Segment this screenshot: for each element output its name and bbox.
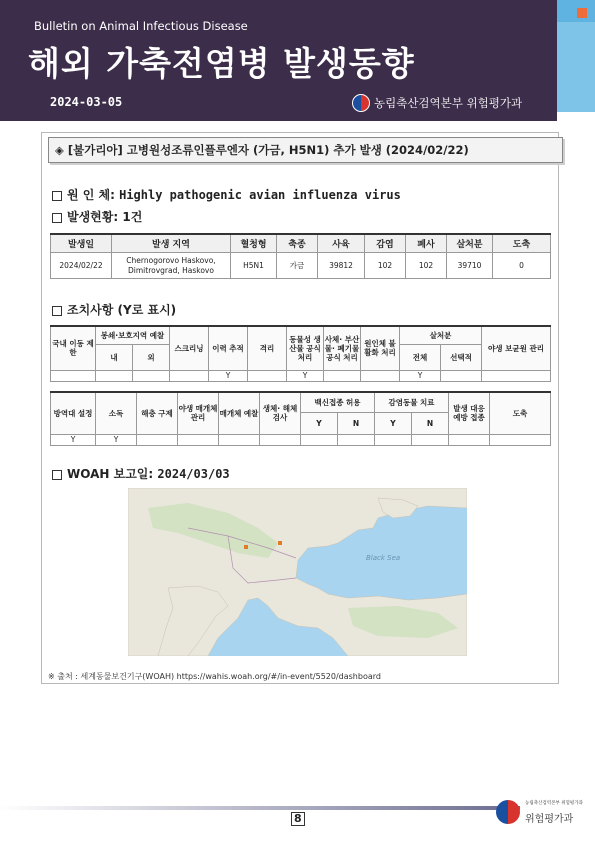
woah-date: 2024/03/03	[157, 467, 230, 481]
h-zoning: 방역대 설정	[51, 392, 96, 434]
v-disinfect: Y	[96, 434, 137, 445]
h-cull-selective: 선택적	[441, 344, 482, 370]
h-disinfect: 소독	[96, 392, 137, 434]
map-sea-label: Black Sea	[366, 554, 401, 562]
col-region: 발생 지역	[112, 234, 231, 253]
footer-org: 농림축산검역본부 위험평가과	[525, 801, 583, 806]
cell-reared: 39812	[318, 253, 365, 279]
h-official-animal: 동물성 생산물 공식 처리	[287, 326, 324, 370]
measures-title: 조치사항 (Y로 표시)	[67, 303, 177, 317]
h-slaughter: 도축	[490, 392, 551, 434]
h-zone: 봉쇄·보호지역 예찰	[96, 326, 170, 344]
taegeuk-logo-icon	[352, 94, 370, 112]
outbreak-map	[128, 488, 467, 656]
v-wild-res	[482, 370, 551, 381]
h-vaccine: 백신접종 허용	[301, 392, 375, 412]
report-title-bar: ◈ [불가리아] 고병원성조류인플루엔자 (가금, H5N1) 추가 발생 (2024/02/22)	[48, 137, 563, 163]
col-serotype: 혈청형	[231, 234, 277, 253]
status-line	[52, 208, 142, 225]
h-prevent: 발생 대응 예방 접종	[449, 392, 490, 434]
woah-line	[52, 465, 230, 482]
header-accent-dot	[577, 8, 587, 18]
v-zone-in	[96, 370, 133, 381]
h-tracing: 이력 추적	[209, 326, 248, 370]
h-wild-res: 야생 보균원 관리	[482, 326, 551, 370]
cell-slaughtered: 0	[493, 253, 551, 279]
v-vaccine-n	[338, 434, 375, 445]
header-accent-stripe	[557, 0, 595, 22]
measures-table-1	[50, 325, 551, 382]
pathogen-value: Highly pathogenic avian influenza virus	[119, 188, 401, 202]
v-prevent	[449, 434, 490, 445]
h-quarantine: 격리	[248, 326, 287, 370]
pathogen-label: 원 인 체:	[67, 188, 120, 202]
h-zone-in: 내	[96, 344, 133, 370]
v-live-test	[260, 434, 301, 445]
col-date: 발생일	[51, 234, 112, 253]
v-domestic	[51, 370, 96, 381]
table-row	[51, 434, 551, 445]
h-zone-out: 외	[133, 344, 170, 370]
page-number: 8	[291, 812, 305, 826]
cell-serotype: H5N1	[231, 253, 277, 279]
v-cull-all: Y	[400, 370, 441, 381]
h-official-carcass: 사체· 부산물· 폐기물 공식 처리	[324, 326, 361, 370]
outbreak-marker	[244, 545, 248, 549]
h-wild-vector: 야생 매개체 관리	[178, 392, 219, 434]
h-screening: 스크리닝	[170, 326, 209, 370]
measures-heading	[52, 301, 176, 318]
outbreak-marker	[278, 541, 282, 545]
h-cull-all: 전체	[400, 344, 441, 370]
v-slaughter	[490, 434, 551, 445]
outbreak-table	[50, 233, 551, 279]
cell-dead: 102	[406, 253, 447, 279]
measures-table-2	[50, 391, 551, 446]
checkbox-square-icon	[52, 306, 62, 316]
col-dead: 폐사	[406, 234, 447, 253]
status-value: 1건	[122, 210, 143, 224]
woah-label: WOAH 보고일:	[67, 467, 158, 481]
v-vector	[137, 434, 178, 445]
page-title: 해외 가축전염병 발생동향	[28, 44, 415, 83]
v-wild-vector	[178, 434, 219, 445]
checkbox-square-icon	[52, 213, 62, 223]
v-vector-pred	[219, 434, 260, 445]
v-official-carcass	[324, 370, 361, 381]
h-treatment-y: Y	[375, 412, 412, 434]
v-official-animal: Y	[287, 370, 324, 381]
v-zoning: Y	[51, 434, 96, 445]
col-culled: 살처분	[447, 234, 493, 253]
col-reared: 사육	[318, 234, 365, 253]
col-species: 축종	[277, 234, 318, 253]
cell-region: Chernogorovo Haskovo, Dimitrovgrad, Haskovo	[112, 253, 231, 279]
h-domestic: 국내 이동 제한	[51, 326, 96, 370]
col-infected: 감염	[365, 234, 406, 253]
v-screening	[170, 370, 209, 381]
map-svg	[128, 488, 467, 656]
v-treatment-y	[375, 434, 412, 445]
table-row	[51, 370, 551, 381]
h-culling: 살처분	[400, 326, 482, 344]
h-vaccine-n: N	[338, 412, 375, 434]
organization-name: 농림축산검역본부 위험평가과	[374, 96, 523, 110]
v-zone-out	[133, 370, 170, 381]
h-vaccine-y: Y	[301, 412, 338, 434]
cell-infected: 102	[365, 253, 406, 279]
footer-dept: 위험평가과	[525, 814, 574, 825]
h-live-test: 생체· 해체 검사	[260, 392, 301, 434]
v-cull-selective	[441, 370, 482, 381]
status-label: 발생현황:	[67, 210, 123, 224]
cell-date: 2024/02/22	[51, 253, 112, 279]
col-slaughtered: 도축	[493, 234, 551, 253]
cell-culled: 39710	[447, 253, 493, 279]
bulletin-label: Bulletin on Animal Infectious Disease	[34, 19, 248, 33]
h-vector: 해충 구제	[137, 392, 178, 434]
organization	[352, 94, 522, 112]
h-inactivation: 원인체 불활화 처리	[361, 326, 400, 370]
v-tracing: Y	[209, 370, 248, 381]
h-vector-pred: 매개체 예찰	[219, 392, 260, 434]
h-treatment: 감염동물 치료	[375, 392, 449, 412]
checkbox-square-icon	[52, 470, 62, 480]
table-row	[51, 253, 551, 279]
source-note: ※ 출처 : 세계동물보건기구(WOAH) https://wahis.woah.org/#/in-event/5520/dashboard	[48, 672, 381, 681]
footer-line	[0, 806, 520, 810]
cell-species: 가금	[277, 253, 318, 279]
report-date: 2024-03-05	[50, 95, 123, 109]
v-treatment-n	[412, 434, 449, 445]
v-inactivation	[361, 370, 400, 381]
footer-logo-icon	[496, 800, 520, 824]
checkbox-square-icon	[52, 191, 62, 201]
pathogen-line	[52, 186, 401, 203]
outbreak-header-row	[51, 234, 551, 253]
h-treatment-n: N	[412, 412, 449, 434]
report-card	[41, 132, 559, 684]
v-vaccine-y	[301, 434, 338, 445]
v-quarantine	[248, 370, 287, 381]
